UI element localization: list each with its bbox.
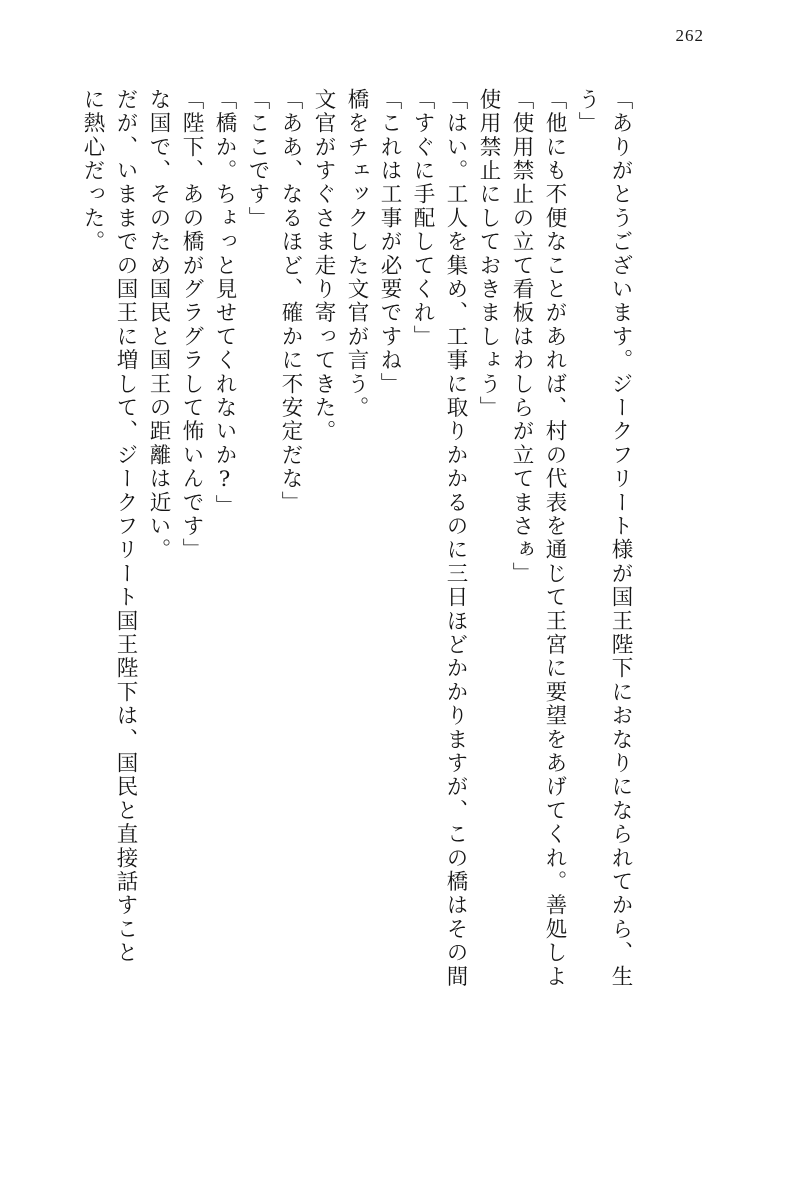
text-column: 「はい。工人を集め、工事に取りかかるのに三日ほどかかりますが、この橋はその間 — [443, 88, 468, 989]
text-column: だが、いままでの国王に増して、ジークフリート国王陛下は、国民と直接話すこと — [113, 88, 138, 965]
body-text — [70, 88, 730, 1153]
text-column: 「これは工事が必要ですね」 — [377, 88, 402, 397]
text-column: 使用禁止にしておきましょう」 — [476, 88, 501, 420]
text-column: 「すぐに手配してくれ」 — [410, 88, 435, 349]
text-column: に熱心だった。 — [80, 88, 105, 254]
text-column: 橋をチェックした文官が言う。 — [344, 88, 369, 420]
text-column: う」 — [575, 88, 600, 136]
text-column: 「使用禁止の立て看板はわしらが立てまさぁ」 — [509, 88, 534, 586]
text-column: 「ありがとうございます。ジークフリート様が国王陛下におなりになられてから、生 — [608, 88, 633, 989]
text-column: 「ここです」 — [245, 88, 270, 231]
text-column: 「他にも不便なことがあれば、村の代表を通じて王宮に要望をあげてくれ。善処しよ — [542, 88, 567, 989]
text-column: 「橋か。ちょっと見せてくれないか?」 — [212, 88, 237, 519]
text-column: 「ああ、なるほど、確かに不安定だな」 — [278, 88, 303, 515]
text-column: 文官がすぐさま走り寄ってきた。 — [311, 88, 336, 444]
page-number: 262 — [675, 26, 704, 45]
text-column: な国で、そのため国民と国王の距離は近い。 — [146, 88, 171, 562]
text-column: 「陛下、あの橋がグラグラして怖いんです」 — [179, 88, 204, 562]
